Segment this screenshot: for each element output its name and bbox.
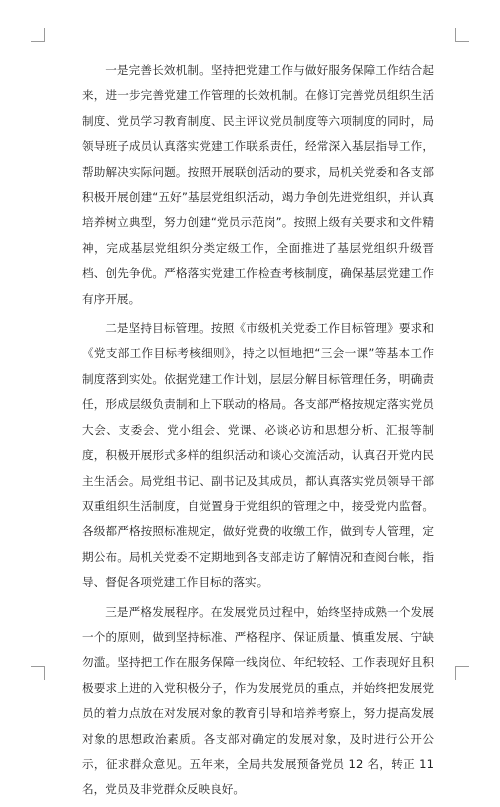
crop-mark-bottom-left <box>44 666 45 680</box>
document-body <box>82 58 434 807</box>
crop-mark-top-right-h <box>455 41 469 42</box>
crop-mark-bottom-right-h <box>455 666 469 667</box>
crop-mark-bottom-left-h <box>31 666 45 667</box>
crop-mark-top-left-h <box>31 41 45 42</box>
paragraph-1: 一是完善长效机制。坚持把党建工作与做好服务保障工作结合起来，进一步完善党建工作管理的长效机制。在修订完善党员组织生活制度、党员学习教育制度、民主评议党员制度等六项制度的同时，局领导班子成员认真落实党建工作联系责任，经常深入基层指导工作，帮助解决实际问题。按照开展联创活动的要求，局机关党委和各支部积极开展创建“五好”基层党组织活动，竭力争创先进党组织，并认真培养树立典型，努力创建“党员示范岗”。按照上级有关要求和文件精神，完成基层党组织分类定级工作，全面推进了基层党组织升级晋档、创先争优。严格落实党建工作检查考核制度，确保基层党建工作有序开展。 <box>82 63 434 306</box>
paragraph-2: 二是坚持目标管理。按照《市级机关党委工作目标管理》要求和《党支部工作目标考核细则》，持之以恒地把“三会一课”等基本工作制度落到实处。依据党建工作计划，层层分解目标管理任务，明确责任，形成层级负责制和上下联动的格局。各支部严格按规定落实党员大会、支委会、党小组会、党课、必谈必访和思想分析、汇报等制度，积极开展形式多样的组织活动和谈心交流活动，认真召开党内民主生活会。局党组书记、副书记及其成员，都认真落实党员领导干部双重组织生活制度，自觉置身于党组织的管理之中，接受党内监督。各级都严格按照标准规定，做好党费的收缴工作，做到专人管理，定期公布。局机关党委不定期地到各支部走访了解情况和查阅台帐，指导、督促各项党建工作目标的落实。 <box>82 321 434 590</box>
crop-mark-top-left <box>44 28 45 42</box>
paragraph-3: 三是严格发展程序。在发展党员过程中，始终坚持成熟一个发展一个的原则，做到坚持标准、严格程序、保证质量、慎重发展、宁缺勿滥。坚持把工作在服务保障一线岗位、年纪较轻、工作表现好且积极要求上进的入党积极分子，作为发展党员的重点，并始终把发展党员的着力点放在对发展对象的教育引导和培养考察上，努力提高发展对象的思想政治素质。各支部对确定的发展对象，及时进行公开公示，征求群众意见。五年来，全局共发展预备党员 12 名，转正 11 名，党员及非党群众反映良好。 <box>82 604 434 797</box>
crop-mark-bottom-right <box>455 666 456 680</box>
crop-mark-top-right <box>455 28 456 42</box>
